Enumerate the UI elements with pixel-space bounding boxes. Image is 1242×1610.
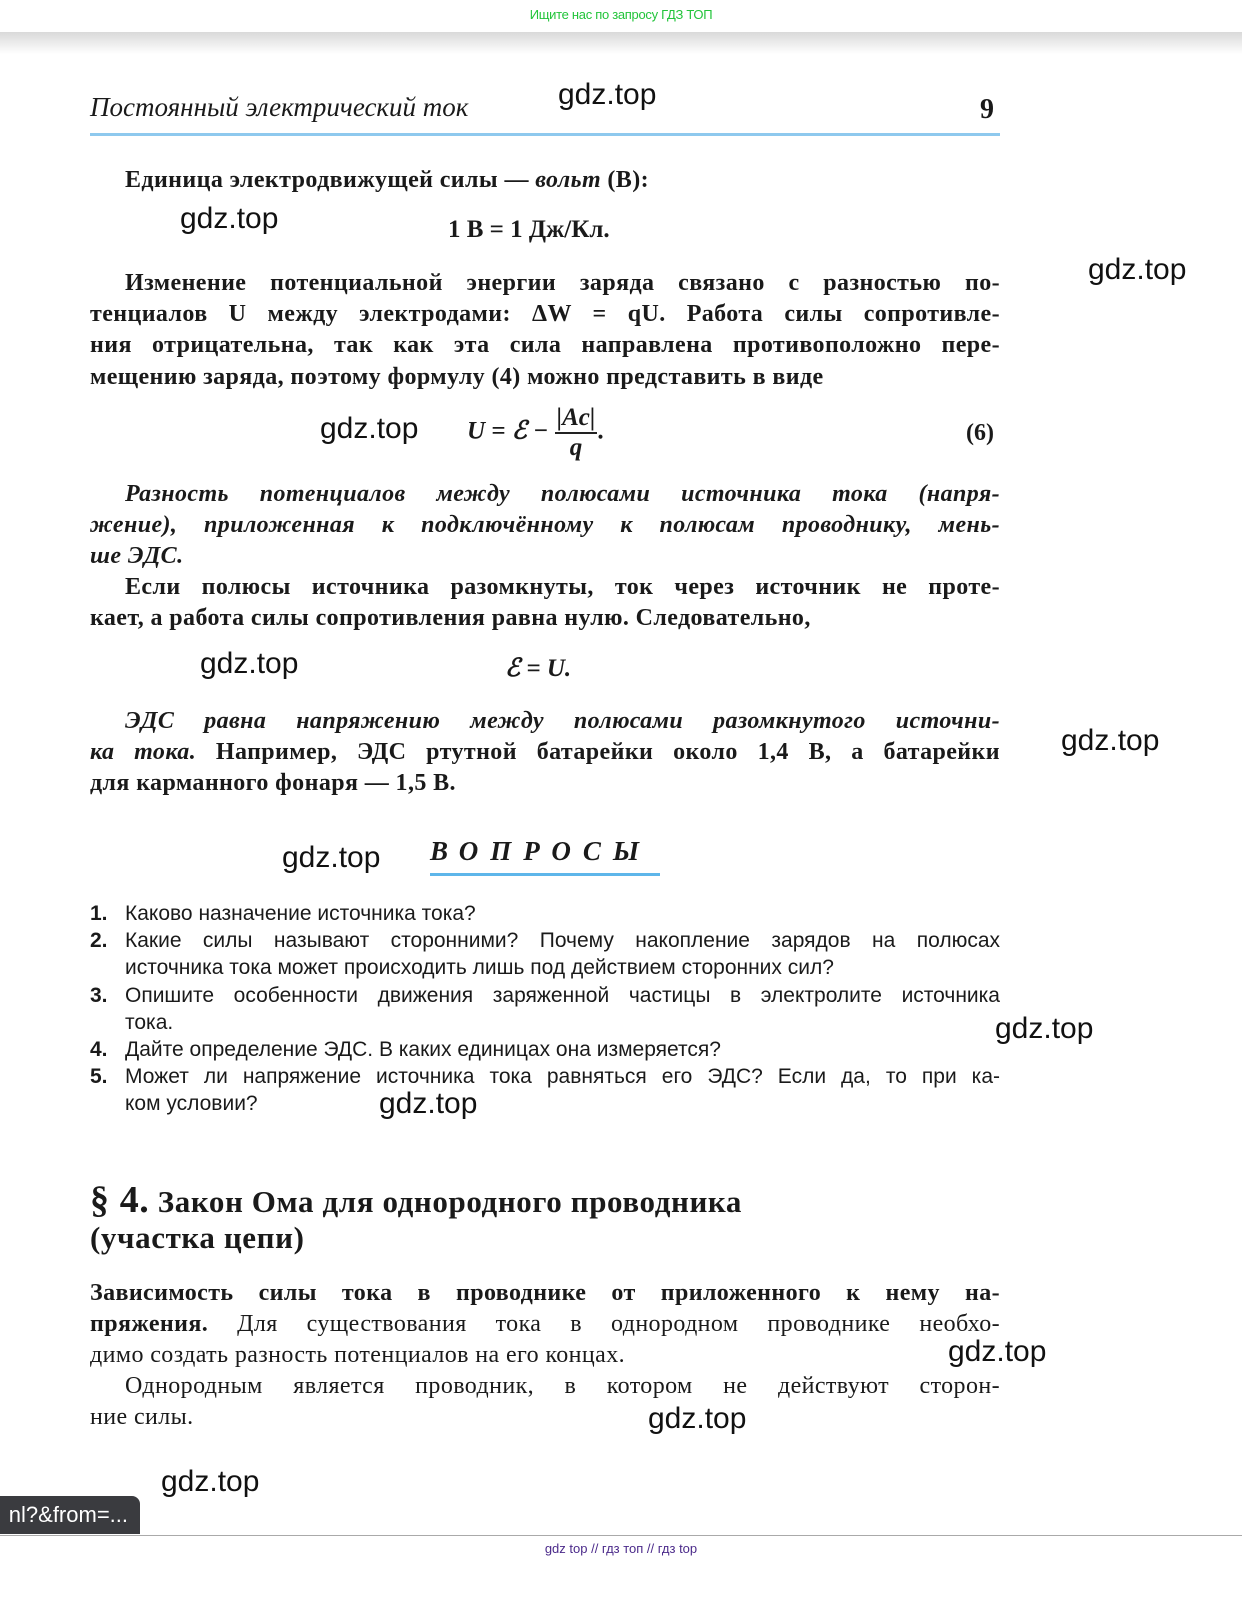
text-line: жение), приложенная к подключённому к полюсам проводнику, мень-: [90, 512, 1000, 538]
watermark: gdz.top: [379, 1087, 478, 1120]
toolbar-shadow: [0, 32, 1242, 54]
watermark: gdz.top: [320, 412, 419, 445]
text-line: ние силы.: [90, 1404, 194, 1430]
top-banner-text: Ищите нас по запросу ГДЗ ТОП: [529, 7, 713, 22]
watermark: gdz.top: [161, 1465, 260, 1498]
text-line: Зависимость силы тока в проводнике от приложенного к нему на-: [90, 1280, 1000, 1306]
watermark: gdz.top: [180, 202, 279, 235]
running-header: Постоянный электрический ток: [90, 92, 469, 122]
text-line: тенциалов U между электродами: ΔW = qU. Работа силы сопротивле-: [90, 301, 1000, 327]
text-line: ка тока. Например, ЭДС ртутной батарейки около 1,4 В, а батарейки: [90, 739, 1000, 765]
text-line: пряжения. Для существования тока в однородном проводнике необхо-: [90, 1311, 1000, 1337]
text-line: Однородным является проводник, в котором не действуют сторон-: [125, 1373, 1000, 1399]
text-line: Разность потенциалов между полюсами источника тока (напря-: [125, 481, 1000, 507]
footer-links[interactable]: gdz top // гдз топ // гдз top: [544, 1541, 698, 1556]
text-line: Изменение потенциальной энергии заряда связано с разностью по-: [125, 270, 1000, 296]
formula-volt: 1 В = 1 Дж/Кл.: [448, 216, 610, 243]
section-heading-cont: (участка цепи): [90, 1220, 305, 1255]
link-url-tooltip: nl?&from=...: [0, 1496, 140, 1534]
watermark: gdz.top: [1061, 724, 1160, 757]
formula-emf: ℰ = U.: [505, 655, 572, 682]
equation-number: (6): [966, 420, 994, 446]
page-number: 9: [980, 94, 994, 125]
formula-6: U = ℰ − $\frac{|Aс|}{q}$ .: [467, 404, 604, 461]
section-heading: § 4. Закон Ома для однородного проводника: [90, 1179, 743, 1221]
watermark: gdz.top: [948, 1335, 1047, 1368]
text-line: димо создать разность потенциалов на его концах.: [90, 1342, 626, 1368]
watermark: gdz.top: [1088, 253, 1187, 286]
text-line: Если полюсы источника разомкнуты, ток через источник не проте-: [125, 574, 1000, 600]
watermark: gdz.top: [648, 1402, 747, 1435]
questions-title: ВОПРОСЫ: [430, 836, 652, 866]
text-line: мещению заряда, поэтому формулу (4) можно представить в виде: [90, 364, 824, 390]
header-rule: [90, 133, 1000, 136]
text-line: ше ЭДС.: [90, 543, 184, 569]
footer-divider: [0, 1535, 1242, 1536]
watermark: gdz.top: [558, 78, 657, 111]
watermark: gdz.top: [282, 841, 381, 874]
questions-underline: [430, 873, 660, 876]
text-line: Единица электродвижущей силы — вольт (В):: [125, 167, 649, 193]
text-line: кает, а работа силы сопротивления равна нулю. Следовательно,: [90, 605, 811, 631]
text-line: для карманного фонаря — 1,5 В.: [90, 770, 456, 796]
watermark: gdz.top: [200, 647, 299, 680]
text-line: ния отрицательна, так как эта сила направлена противоположно пере-: [90, 332, 1000, 358]
text-line: ЭДС равна напряжению между полюсами разомкнутого источни-: [125, 708, 1000, 734]
watermark: gdz.top: [995, 1012, 1094, 1045]
top-banner: [0, 0, 1242, 32]
